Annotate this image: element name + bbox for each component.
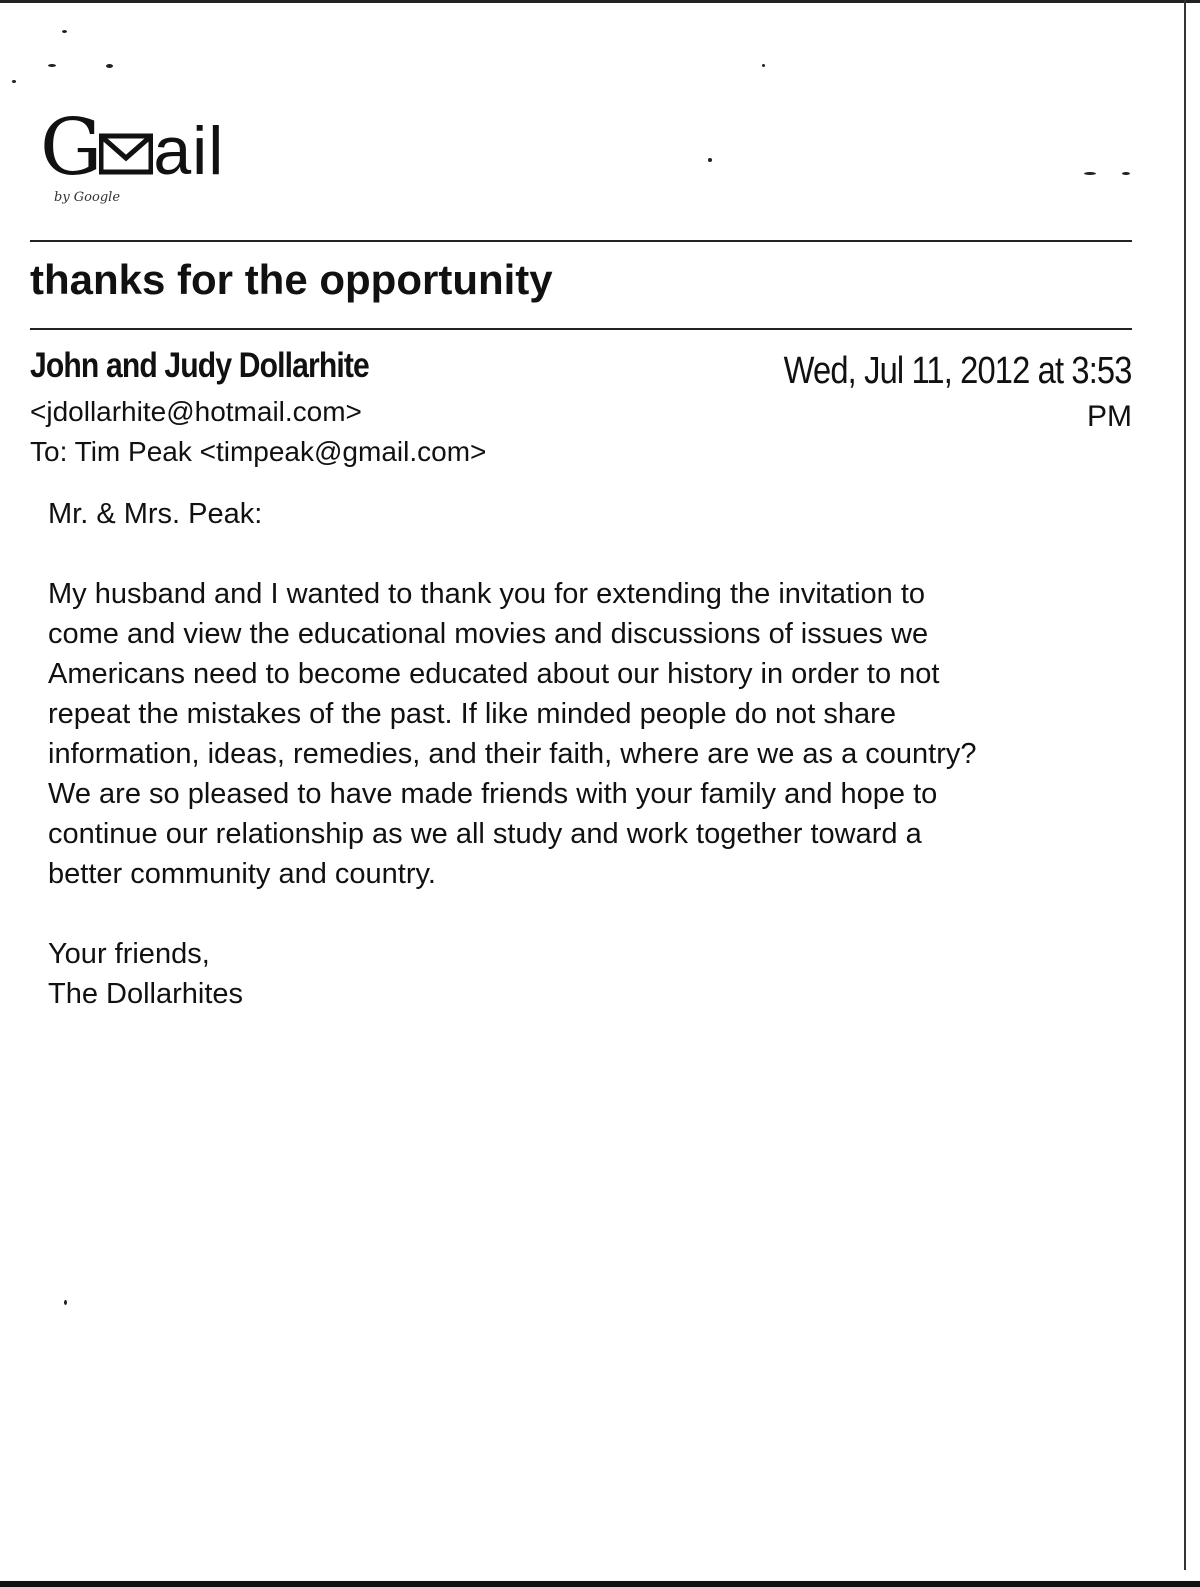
body-paragraph (48, 574, 1148, 894)
scan-speck (12, 80, 16, 83)
body-line: We are so pleased to have made friends with your family and hope to (48, 778, 938, 810)
gmail-logo-wordmark: G ail (40, 103, 225, 193)
sender-name: John and Judy Dollarhite (30, 346, 369, 385)
page-border-right (1184, 0, 1186, 1570)
header-rule-bottom (30, 328, 1132, 330)
header-rule-top (30, 240, 1132, 242)
scan-speck (1084, 172, 1096, 175)
scan-speck (106, 64, 113, 68)
email-subject: thanks for the opportunity (30, 256, 553, 303)
closing: Your friends, (48, 938, 210, 970)
envelope-icon (99, 132, 153, 176)
body-line: continue our relationship as we all study and work together toward a (48, 818, 922, 850)
gmail-logo-byline: by Google (54, 190, 121, 205)
body-line: My husband and I wanted to thank you for extending the invitation to (48, 578, 926, 610)
signature: The Dollarhites (48, 978, 244, 1010)
body-line: repeat the mistakes of the past. If like minded people do not share (48, 698, 896, 730)
scan-speck (1122, 172, 1130, 175)
page-border-top (0, 0, 1200, 3)
sent-date: Wed, Jul 11, 2012 at 3:53 (784, 350, 1132, 392)
recipient-line: To: Tim Peak <timpeak@gmail.com> (30, 436, 487, 467)
body-line: Americans need to become educated about our history in order to not (48, 658, 940, 690)
body-line: information, ideas, remedies, and their faith, where are we as a country? (48, 738, 977, 770)
body-line: better community and country. (48, 858, 436, 890)
greeting: Mr. & Mrs. Peak: (48, 498, 263, 530)
sender-email: <jdollarhite@hotmail.com> (30, 396, 362, 427)
sent-date-suffix: PM (1087, 400, 1132, 433)
email-body (48, 494, 1148, 1014)
scan-speck (48, 64, 56, 67)
page-border-bottom (0, 1581, 1200, 1587)
body-line: come and view the educational movies and discussions of issues we (48, 618, 929, 650)
scan-speck (64, 1300, 67, 1305)
gmail-logo (40, 103, 280, 208)
scan-speck (708, 158, 712, 162)
scan-speck (62, 30, 67, 33)
scan-speck (762, 64, 765, 67)
